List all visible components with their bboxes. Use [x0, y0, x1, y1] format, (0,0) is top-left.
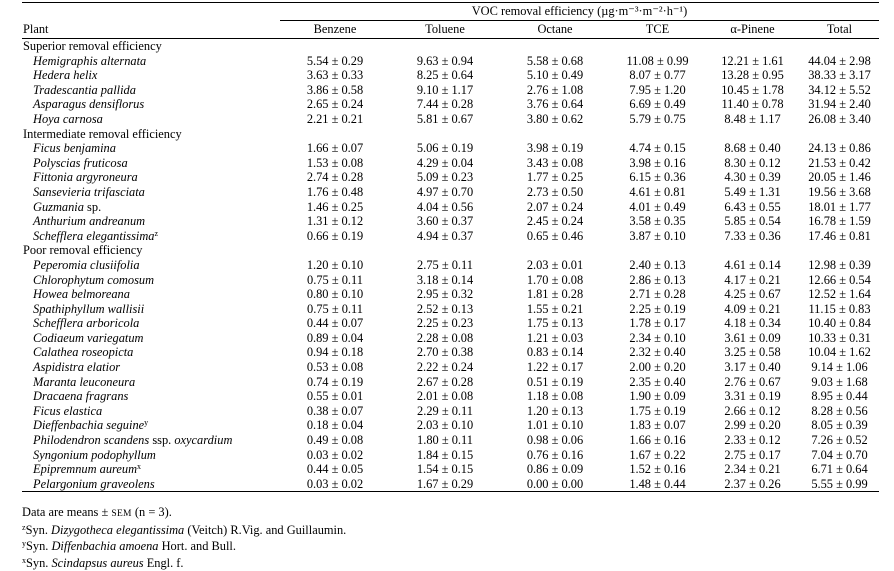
plant-name: Aspidistra elatior — [33, 360, 121, 375]
toluene-cell: 2.75 ± 0.11 — [417, 257, 473, 272]
benzene-cell: 3.63 ± 0.33 — [306, 68, 364, 83]
octane-cell: 0.51 ± 0.19 — [526, 374, 584, 389]
benzene-cell: 2.74 ± 0.28 — [306, 170, 364, 185]
plant-name-cell — [22, 462, 280, 477]
toluene-cell: 1.84 ± 0.15 — [416, 447, 474, 462]
benzene-cell: 0.66 ± 0.19 — [306, 228, 364, 243]
tce-cell: 2.71 ± 0.28 — [629, 287, 686, 302]
plant-name-suffix: ssp. — [149, 433, 175, 448]
plant-subspecies: oxycardium — [174, 433, 233, 448]
tce-cell: 5.79 ± 0.75 — [629, 111, 686, 126]
toluene-cell: 9.63 ± 0.94 — [416, 53, 474, 68]
tce-cell: 2.00 ± 0.20 — [629, 360, 686, 375]
plant-footnote-mark: z — [154, 228, 159, 238]
alpha-pinene-cell: 5.49 ± 1.31 — [724, 184, 781, 199]
octane-cell: 1.55 ± 0.21 — [526, 301, 584, 316]
total-cell: 6.71 ± 0.64 — [811, 462, 868, 477]
toluene-cell: 2.25 ± 0.23 — [416, 316, 474, 331]
tce-cell: 1.75 ± 0.19 — [629, 403, 686, 418]
alpha-pinene-cell: 12.21 ± 1.61 — [721, 53, 784, 68]
alpha-pinene-cell: 3.31 ± 0.19 — [724, 389, 781, 404]
footnote-means-sem: SEM — [111, 509, 132, 519]
plant-name: Syngonium podophyllum — [33, 447, 156, 462]
tce-cell: 4.74 ± 0.15 — [629, 141, 686, 156]
plant-name-cell — [22, 229, 280, 244]
toluene-cell: 8.25 ± 0.64 — [416, 68, 474, 83]
total-cell: 9.14 ± 1.06 — [811, 360, 868, 375]
col-header-toluene: Toluene — [390, 21, 500, 39]
benzene-cell: 1.76 ± 0.48 — [306, 184, 364, 199]
table-row — [22, 375, 879, 390]
total-cell: 24.13 ± 0.86 — [808, 141, 871, 156]
total-cell: 5.55 ± 0.99 — [800, 477, 879, 492]
benzene-cell: 0.53 ± 0.08 — [306, 360, 364, 375]
alpha-pinene-cell: 4.17 ± 0.21 — [724, 272, 781, 287]
footnote-z-mark: z — [22, 523, 26, 533]
octane-cell: 3.98 ± 0.19 — [526, 141, 584, 156]
total-cell: 7.26 ± 0.52 — [811, 433, 868, 448]
table-row — [22, 200, 879, 215]
plant-name: Philodendron scandens — [33, 433, 150, 448]
tce-cell: 7.95 ± 1.20 — [629, 82, 686, 97]
toluene-cell: 2.29 ± 0.11 — [417, 403, 473, 418]
footnote-z — [22, 522, 346, 538]
plant-name: Chlorophytum comosum — [33, 272, 155, 287]
group-header-row — [22, 39, 879, 54]
octane-cell: 5.58 ± 0.68 — [526, 53, 584, 68]
toluene-cell: 9.10 ± 1.17 — [416, 82, 474, 97]
voc-removal-table — [22, 2, 879, 492]
total-cell: 16.78 ± 1.59 — [808, 214, 871, 229]
tce-cell: 1.52 ± 0.16 — [629, 462, 686, 477]
octane-cell: 2.73 ± 0.50 — [526, 184, 584, 199]
alpha-pinene-cell: 2.99 ± 0.20 — [724, 418, 781, 433]
plant-name: Schefflera elegantissima — [33, 228, 155, 243]
octane-cell: 1.81 ± 0.28 — [526, 287, 584, 302]
benzene-cell: 0.44 ± 0.05 — [306, 462, 364, 477]
toluene-cell: 5.81 ± 0.67 — [416, 111, 474, 126]
tce-cell: 1.83 ± 0.07 — [629, 418, 686, 433]
toluene-cell: 5.09 ± 0.23 — [416, 170, 474, 185]
footnote-y-mark: y — [22, 539, 26, 549]
plant-name: Asparagus densiflorus — [33, 97, 145, 112]
col-header-total: Total — [800, 21, 879, 39]
table-row — [22, 68, 879, 83]
benzene-cell: 0.80 ± 0.10 — [306, 287, 364, 302]
col-header-plant: Plant — [22, 21, 280, 39]
tce-cell: 4.61 ± 0.81 — [629, 184, 686, 199]
tce-cell: 2.25 ± 0.19 — [629, 301, 686, 316]
table-row — [22, 389, 879, 404]
footnote-y-text-b: Hort. and Bull. — [158, 539, 236, 554]
plant-name-cell — [22, 200, 280, 215]
plant-name-cell — [22, 112, 280, 127]
table-row — [22, 418, 879, 433]
total-cell: 34.12 ± 5.52 — [808, 82, 871, 97]
table-row — [22, 345, 879, 360]
alpha-pinene-cell: 2.33 ± 0.12 — [724, 433, 781, 448]
alpha-pinene-cell: 2.66 ± 0.12 — [724, 403, 781, 418]
table-row — [22, 316, 879, 331]
plant-footnote-mark: y — [144, 418, 149, 428]
footnote-y-species: Diffenbachia amoena — [51, 539, 159, 554]
footnote-x-mark: x — [22, 555, 26, 565]
plant-name-cell — [22, 214, 280, 229]
benzene-cell: 2.65 ± 0.24 — [306, 97, 364, 112]
plant-name-cell — [22, 404, 280, 419]
plant-name: Anthurium andreanum — [33, 214, 146, 229]
table-row — [22, 433, 879, 448]
total-cell: 8.05 ± 0.39 — [811, 418, 868, 433]
plant-name: Schefflera arboricola — [33, 316, 140, 331]
plant-name: Fittonia argyroneura — [33, 170, 138, 185]
footnote-x-text-a: Syn. — [26, 555, 52, 570]
plant-name: Pelargonium graveolens — [33, 476, 155, 491]
footnotes — [22, 504, 346, 571]
toluene-cell: 2.95 ± 0.32 — [416, 287, 474, 302]
plant-name: Calathea roseopicta — [33, 345, 134, 360]
total-cell: 8.95 ± 0.44 — [811, 389, 868, 404]
plant-name-cell — [22, 68, 280, 83]
alpha-pinene-cell: 7.33 ± 0.36 — [724, 228, 781, 243]
plant-name: Hoya carnosa — [33, 111, 103, 126]
alpha-pinene-cell: 10.45 ± 1.78 — [721, 82, 784, 97]
total-cell: 12.98 ± 0.39 — [808, 257, 871, 272]
plant-name-cell — [22, 141, 280, 156]
octane-cell: 2.45 ± 0.24 — [526, 214, 584, 229]
benzene-cell: 1.20 ± 0.10 — [306, 257, 364, 272]
toluene-cell: 2.67 ± 0.28 — [416, 374, 474, 389]
plant-name: Ficus benjamina — [33, 141, 116, 156]
benzene-cell: 0.03 ± 0.02 — [306, 447, 364, 462]
benzene-cell: 1.66 ± 0.07 — [306, 141, 364, 156]
plant-name-cell — [22, 331, 280, 346]
total-cell: 7.04 ± 0.70 — [811, 447, 868, 462]
total-cell: 9.03 ± 1.68 — [811, 374, 868, 389]
table-row — [22, 170, 879, 185]
benzene-cell: 0.38 ± 0.07 — [306, 403, 364, 418]
group-header-row — [22, 127, 879, 142]
plant-name-cell — [22, 316, 280, 331]
alpha-pinene-cell: 4.25 ± 0.67 — [724, 287, 781, 302]
toluene-cell: 3.60 ± 0.37 — [416, 214, 474, 229]
table-row — [22, 258, 879, 273]
toluene-cell: 4.04 ± 0.56 — [416, 199, 474, 214]
toluene-cell: 2.70 ± 0.38 — [416, 345, 474, 360]
tce-cell: 1.78 ± 0.17 — [629, 316, 686, 331]
plant-name: Guzmania — [33, 199, 84, 214]
toluene-cell: 2.03 ± 0.10 — [416, 418, 474, 433]
footnote-y-text-a: Syn. — [26, 539, 52, 554]
alpha-pinene-cell: 4.61 ± 0.14 — [724, 257, 781, 272]
octane-cell: 1.75 ± 0.13 — [526, 316, 584, 331]
table-row — [22, 156, 879, 171]
octane-cell: 1.20 ± 0.13 — [526, 403, 584, 418]
benzene-cell: 0.44 ± 0.07 — [306, 316, 364, 331]
plant-name-cell — [22, 185, 280, 200]
plant-name: Dracaena fragrans — [33, 389, 129, 404]
plant-name-cell — [22, 477, 280, 492]
octane-cell: 1.01 ± 0.10 — [526, 418, 584, 433]
table-row — [22, 229, 879, 244]
table-row — [22, 287, 879, 302]
toluene-cell: 2.52 ± 0.13 — [416, 301, 474, 316]
octane-cell: 1.70 ± 0.08 — [526, 272, 584, 287]
tce-cell: 3.58 ± 0.35 — [629, 214, 686, 229]
octane-cell: 3.80 ± 0.62 — [526, 111, 584, 126]
plant-name-cell — [22, 448, 280, 463]
tce-cell: 8.07 ± 0.77 — [629, 68, 686, 83]
footnote-z-species: Dizygotheca elegantissima — [51, 523, 185, 538]
alpha-pinene-cell: 2.76 ± 0.67 — [724, 374, 781, 389]
plant-name: Epipremnum aureum — [33, 462, 138, 477]
footnote-means-text-a: Data are means ± — [22, 505, 112, 519]
toluene-cell: 4.97 ± 0.70 — [416, 184, 474, 199]
total-cell: 18.01 ± 1.77 — [808, 199, 871, 214]
total-cell: 10.33 ± 0.31 — [808, 330, 871, 345]
octane-cell: 1.22 ± 0.17 — [526, 360, 584, 375]
benzene-cell: 5.54 ± 0.29 — [306, 53, 364, 68]
footnote-x — [22, 555, 346, 571]
tce-cell: 3.98 ± 0.16 — [629, 155, 686, 170]
octane-cell: 0.86 ± 0.09 — [526, 462, 584, 477]
plant-name-suffix: sp. — [83, 199, 102, 214]
tce-cell: 6.15 ± 0.36 — [629, 170, 686, 185]
toluene-cell: 4.29 ± 0.04 — [416, 155, 474, 170]
benzene-cell: 0.75 ± 0.11 — [307, 301, 363, 316]
toluene-cell: 7.44 ± 0.28 — [416, 97, 474, 112]
footnote-x-species: Scindapsus aureus — [51, 555, 144, 570]
total-cell: 12.66 ± 0.54 — [808, 272, 871, 287]
total-cell: 38.33 ± 3.17 — [808, 68, 871, 83]
plant-name-cell — [22, 389, 280, 404]
total-cell: 44.04 ± 2.98 — [808, 53, 871, 68]
alpha-pinene-cell: 2.37 ± 0.26 — [705, 477, 800, 492]
total-cell: 11.15 ± 0.83 — [808, 301, 871, 316]
supra-header-blank — [22, 3, 280, 21]
table-row — [22, 331, 879, 346]
col-header-alpha-pinene: α-Pinene — [705, 21, 800, 39]
alpha-pinene-cell: 8.68 ± 0.40 — [724, 141, 781, 156]
supra-header: VOC removal efficiency (µg·m⁻³·m⁻²·h⁻¹) — [280, 3, 879, 21]
footnote-means-text-b: (n = 3). — [131, 505, 172, 519]
toluene-cell: 1.54 ± 0.15 — [416, 462, 474, 477]
octane-cell: 1.21 ± 0.03 — [526, 330, 584, 345]
plant-name-cell — [22, 418, 280, 433]
total-cell: 19.56 ± 3.68 — [808, 184, 871, 199]
table-row — [22, 477, 879, 492]
plant-name: Hemigraphis alternata — [33, 53, 147, 68]
table-row — [22, 404, 879, 419]
alpha-pinene-cell: 3.61 ± 0.09 — [724, 330, 781, 345]
plant-name: Peperomia clusiifolia — [33, 257, 140, 272]
alpha-pinene-cell: 5.85 ± 0.54 — [724, 214, 781, 229]
supra-header-row — [22, 3, 879, 21]
benzene-cell: 0.18 ± 0.04 — [306, 418, 364, 433]
tce-cell: 1.66 ± 0.16 — [629, 433, 686, 448]
plant-name-cell — [22, 258, 280, 273]
octane-cell: 0.76 ± 0.16 — [526, 447, 584, 462]
group-header-row — [22, 243, 879, 258]
plant-name-cell — [22, 83, 280, 98]
plant-name-cell — [22, 54, 280, 69]
toluene-cell: 4.94 ± 0.37 — [416, 228, 474, 243]
plant-name: Codiaeum variegatum — [33, 330, 144, 345]
table-row — [22, 54, 879, 69]
benzene-cell: 1.31 ± 0.12 — [306, 214, 364, 229]
plant-name: Dieffenbachia seguine — [33, 418, 145, 433]
plant-name: Tradescantia pallida — [33, 82, 136, 97]
plant-name: Howea belmoreana — [33, 287, 130, 302]
col-header-benzene: Benzene — [280, 21, 390, 39]
octane-cell: 2.03 ± 0.01 — [526, 257, 584, 272]
table-row — [22, 112, 879, 127]
toluene-cell: 2.01 ± 0.08 — [416, 389, 474, 404]
total-cell: 31.94 ± 2.40 — [808, 97, 871, 112]
table-body — [22, 3, 879, 492]
alpha-pinene-cell: 2.34 ± 0.21 — [724, 462, 781, 477]
benzene-cell: 2.21 ± 0.21 — [306, 111, 364, 126]
tce-cell: 2.40 ± 0.13 — [629, 257, 686, 272]
tce-cell: 6.69 ± 0.49 — [629, 97, 686, 112]
table-row — [22, 97, 879, 112]
plant-name-cell — [22, 375, 280, 390]
total-cell: 10.04 ± 1.62 — [808, 345, 871, 360]
footnote-z-text-a: Syn. — [25, 523, 52, 538]
plant-name-cell — [22, 360, 280, 375]
plant-name-cell — [22, 287, 280, 302]
plant-name: Maranta leuconeura — [33, 374, 136, 389]
group-label: Poor removal efficiency — [23, 243, 143, 258]
total-cell: 10.40 ± 0.84 — [808, 316, 871, 331]
tce-cell: 1.67 ± 0.22 — [629, 447, 686, 462]
total-cell: 20.05 ± 1.46 — [808, 170, 871, 185]
col-header-tce: TCE — [610, 21, 705, 39]
plant-name-cell — [22, 97, 280, 112]
tce-cell: 4.01 ± 0.49 — [629, 199, 686, 214]
plant-name-cell — [22, 156, 280, 171]
tce-cell: 2.32 ± 0.40 — [629, 345, 686, 360]
tce-cell: 1.48 ± 0.44 — [610, 477, 705, 492]
alpha-pinene-cell: 13.28 ± 0.95 — [721, 68, 784, 83]
toluene-cell: 5.06 ± 0.19 — [416, 141, 474, 156]
toluene-cell: 1.80 ± 0.11 — [417, 433, 473, 448]
plant-name-cell — [22, 273, 280, 288]
benzene-cell: 1.46 ± 0.25 — [306, 199, 364, 214]
alpha-pinene-cell: 2.75 ± 0.17 — [724, 447, 781, 462]
group-label: Intermediate removal efficiency — [23, 126, 182, 141]
table-row — [22, 185, 879, 200]
benzene-cell: 1.53 ± 0.08 — [306, 155, 364, 170]
alpha-pinene-cell: 4.09 ± 0.21 — [724, 301, 781, 316]
alpha-pinene-cell: 11.40 ± 0.78 — [721, 97, 784, 112]
toluene-cell: 2.28 ± 0.08 — [416, 330, 474, 345]
tce-cell: 11.08 ± 0.99 — [626, 53, 689, 68]
table-row — [22, 83, 879, 98]
col-header-octane: Octane — [500, 21, 610, 39]
table-row — [22, 462, 879, 477]
alpha-pinene-cell: 3.25 ± 0.58 — [724, 345, 781, 360]
plant-name: Spathiphyllum wallisii — [33, 301, 145, 316]
column-header-row — [22, 21, 879, 39]
tce-cell: 2.34 ± 0.10 — [629, 330, 686, 345]
alpha-pinene-cell: 8.48 ± 1.17 — [724, 111, 781, 126]
octane-cell: 3.43 ± 0.08 — [526, 155, 584, 170]
tce-cell: 1.90 ± 0.09 — [629, 389, 686, 404]
plant-name-cell — [22, 302, 280, 317]
octane-cell: 0.98 ± 0.06 — [526, 433, 584, 448]
benzene-cell: 0.74 ± 0.19 — [306, 374, 364, 389]
toluene-cell: 3.18 ± 0.14 — [416, 272, 474, 287]
table-row — [22, 141, 879, 156]
tce-cell: 2.35 ± 0.40 — [629, 374, 686, 389]
octane-cell: 0.83 ± 0.14 — [526, 345, 584, 360]
benzene-cell: 0.75 ± 0.11 — [307, 272, 363, 287]
total-cell: 21.53 ± 0.42 — [808, 155, 871, 170]
octane-cell: 1.18 ± 0.08 — [526, 389, 584, 404]
table-row — [22, 302, 879, 317]
plant-name-cell — [22, 170, 280, 185]
octane-cell: 1.77 ± 0.25 — [526, 170, 584, 185]
octane-cell: 2.76 ± 1.08 — [526, 82, 584, 97]
footnote-means — [22, 504, 346, 522]
alpha-pinene-cell: 6.43 ± 0.55 — [724, 199, 781, 214]
table-row — [22, 360, 879, 375]
tce-cell: 2.86 ± 0.13 — [629, 272, 686, 287]
octane-cell: 0.00 ± 0.00 — [500, 477, 610, 492]
alpha-pinene-cell: 3.17 ± 0.40 — [724, 360, 781, 375]
plant-name: Polyscias fruticosa — [33, 155, 128, 170]
total-cell: 26.08 ± 3.40 — [808, 111, 871, 126]
table-row — [22, 273, 879, 288]
toluene-cell: 2.22 ± 0.24 — [416, 360, 474, 375]
benzene-cell: 0.55 ± 0.01 — [306, 389, 364, 404]
plant-name: Hedera helix — [33, 68, 98, 83]
plant-footnote-mark: x — [137, 462, 142, 472]
benzene-cell: 0.94 ± 0.18 — [306, 345, 364, 360]
footnote-y — [22, 538, 346, 554]
plant-name: Sansevieria trifasciata — [33, 184, 145, 199]
benzene-cell: 3.86 ± 0.58 — [306, 82, 364, 97]
group-label: Superior removal efficiency — [23, 39, 162, 53]
total-cell: 12.52 ± 1.64 — [808, 287, 871, 302]
alpha-pinene-cell: 4.18 ± 0.34 — [724, 316, 781, 331]
table-row — [22, 214, 879, 229]
plant-name-cell — [22, 433, 280, 448]
total-cell: 8.28 ± 0.56 — [811, 403, 868, 418]
octane-cell: 5.10 ± 0.49 — [526, 68, 584, 83]
toluene-cell: 1.67 ± 0.29 — [390, 477, 500, 492]
table-row — [22, 448, 879, 463]
benzene-cell: 0.03 ± 0.02 — [280, 477, 390, 492]
plant-name: Ficus elastica — [33, 403, 103, 418]
octane-cell: 3.76 ± 0.64 — [526, 97, 584, 112]
benzene-cell: 0.89 ± 0.04 — [306, 330, 364, 345]
benzene-cell: 0.49 ± 0.08 — [306, 433, 364, 448]
footnote-z-text-b: (Veitch) R.Vig. and Guillaumin. — [184, 523, 347, 538]
tce-cell: 3.87 ± 0.10 — [629, 228, 686, 243]
alpha-pinene-cell: 4.30 ± 0.39 — [724, 170, 781, 185]
total-cell: 17.46 ± 0.81 — [808, 228, 871, 243]
octane-cell: 2.07 ± 0.24 — [526, 199, 584, 214]
plant-name-cell — [22, 345, 280, 360]
alpha-pinene-cell: 8.30 ± 0.12 — [724, 155, 781, 170]
footnote-x-text-b: Engl. f. — [143, 555, 184, 570]
octane-cell: 0.65 ± 0.46 — [526, 228, 584, 243]
